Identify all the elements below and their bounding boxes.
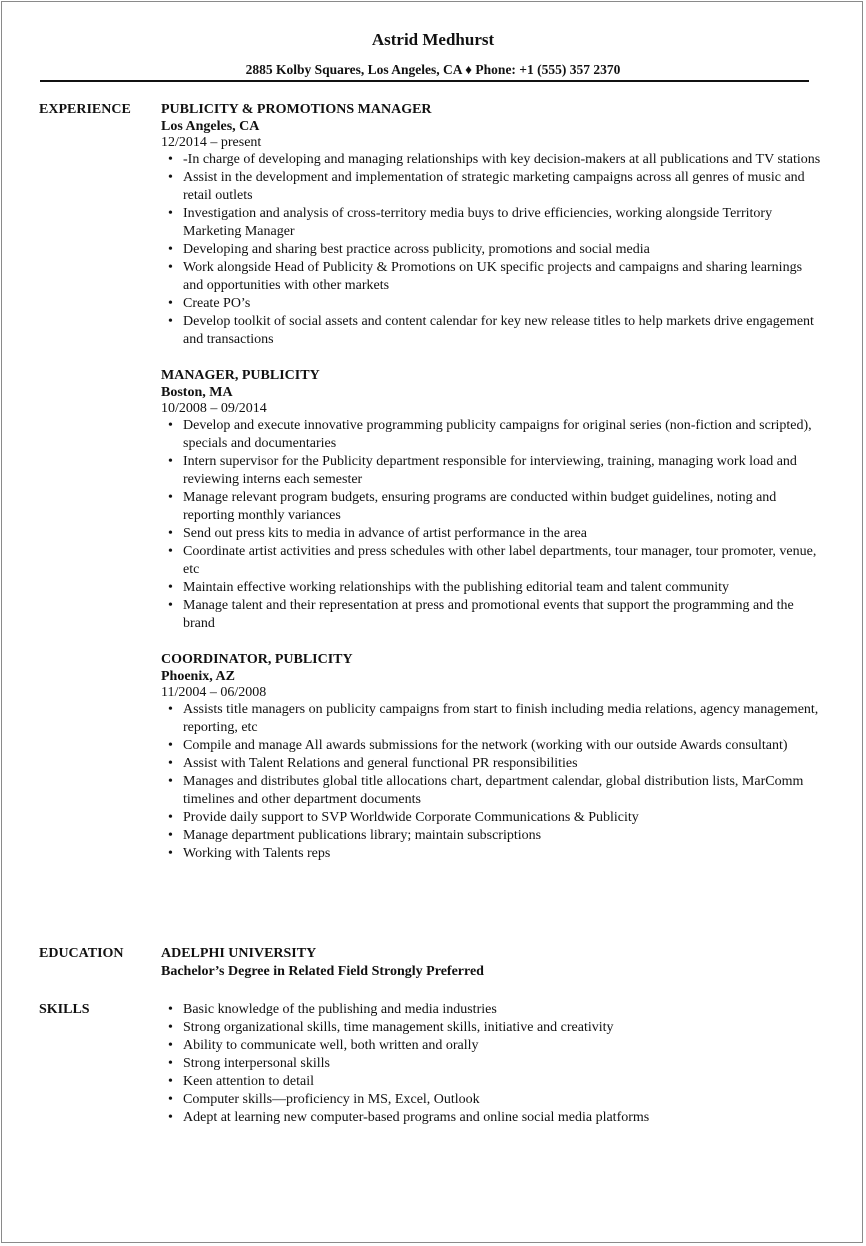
bullet-item: • Manage relevant program budgets, ensuring programs are conducted within budget guidelines, noting and reporting monthly variances xyxy=(161,489,821,525)
skill-item: • Basic knowledge of the publishing and media industries xyxy=(161,1001,821,1019)
education-body xyxy=(161,945,821,981)
job-title: COORDINATOR, PUBLICITY xyxy=(161,652,353,667)
job-title: PUBLICITY & PROMOTIONS MANAGER xyxy=(161,102,432,117)
job-title: MANAGER, PUBLICITY xyxy=(161,368,320,383)
contact-line: 2885 Kolby Squares, Los Angeles, CA ♦ Phone: +1 (555) 357 2370 xyxy=(245,62,621,77)
bullet-item: • Assist with Talent Relations and general functional PR responsibilities xyxy=(161,755,821,773)
skill-item: • Computer skills—proficiency in MS, Excel, Outlook xyxy=(161,1091,821,1109)
experience-body xyxy=(161,101,821,881)
bullet-item: • Coordinate artist activities and press schedules with other label departments, tour manager, tour promoter, venue, etc xyxy=(161,543,821,579)
skill-item: • Keen attention to detail xyxy=(161,1073,821,1091)
bullet-item: • -In charge of developing and managing relationships with key decision-makers at all publications and TV stations xyxy=(161,151,821,169)
bullet-item: • Work alongside Head of Publicity & Promotions on UK specific projects and campaigns and sharing learnings and opportunities with other markets xyxy=(161,259,821,295)
job-entry xyxy=(161,101,821,349)
experience-heading: EXPERIENCE xyxy=(39,102,131,117)
bullet-item: • Provide daily support to SVP Worldwide Corporate Communications & Publicity xyxy=(161,809,821,827)
job-dates: 10/2008 – 09/2014 xyxy=(161,401,267,416)
job-bullets xyxy=(161,701,821,863)
job-location: Phoenix, AZ xyxy=(161,669,235,684)
header-divider xyxy=(40,80,809,82)
bullet-item: • Compile and manage All awards submissions for the network (working with our outside Awards consultant) xyxy=(161,737,821,755)
bullet-item: • Working with Talents reps xyxy=(161,845,821,863)
job-entry xyxy=(161,367,821,633)
job-bullets xyxy=(161,151,821,349)
bullet-item: • Send out press kits to media in advance of artist performance in the area xyxy=(161,525,821,543)
job-dates: 12/2014 – present xyxy=(161,135,262,150)
skills-body xyxy=(161,1001,821,1127)
bullet-item: • Intern supervisor for the Publicity department responsible for interviewing, training, managing work load and reviewing interns each semester xyxy=(161,453,821,489)
skill-item: • Strong organizational skills, time management skills, initiative and creativity xyxy=(161,1019,821,1037)
bullet-item: • Manage talent and their representation at press and promotional events that support the programming and the brand xyxy=(161,597,821,633)
education-heading: EDUCATION xyxy=(39,946,124,961)
skill-item: • Strong interpersonal skills xyxy=(161,1055,821,1073)
resume-header xyxy=(0,30,866,78)
bullet-item: • Maintain effective working relationships with the publishing editorial team and talent community xyxy=(161,579,821,597)
bullet-item: • Investigation and analysis of cross-territory media buys to drive efficiencies, working alongside Territory Marketing Manager xyxy=(161,205,821,241)
skill-item: • Adept at learning new computer-based programs and online social media platforms xyxy=(161,1109,821,1127)
school-name: ADELPHI UNIVERSITY xyxy=(161,946,317,961)
skills-list xyxy=(161,1001,821,1127)
job-location: Los Angeles, CA xyxy=(161,119,260,134)
bullet-item: • Assist in the development and implementation of strategic marketing campaigns across all genres of music and retail outlets xyxy=(161,169,821,205)
skill-item: • Ability to communicate well, both written and orally xyxy=(161,1037,821,1055)
candidate-name: Astrid Medhurst xyxy=(371,30,495,49)
bullet-item: • Manages and distributes global title allocations chart, department calendar, global distribution lists, MarComm timelines and other department documents xyxy=(161,773,821,809)
bullet-item: • Assists title managers on publicity campaigns from start to finish including media relations, agency management, reporting, etc xyxy=(161,701,821,737)
bullet-item: • Develop and execute innovative programming publicity campaigns for original series (non-fiction and scripted), specials and documentaries xyxy=(161,417,821,453)
bullet-item: • Develop toolkit of social assets and content calendar for key new release titles to help markets drive engagement and transactions xyxy=(161,313,821,349)
job-entry xyxy=(161,651,821,863)
bullet-item: • Developing and sharing best practice across publicity, promotions and social media xyxy=(161,241,821,259)
bullet-item: • Manage department publications library; maintain subscriptions xyxy=(161,827,821,845)
job-bullets xyxy=(161,417,821,633)
job-dates: 11/2004 – 06/2008 xyxy=(161,685,267,700)
bullet-item: • Create PO’s xyxy=(161,295,821,313)
job-location: Boston, MA xyxy=(161,385,233,400)
skills-heading: SKILLS xyxy=(39,1002,90,1017)
degree: Bachelor’s Degree in Related Field Strongly Preferred xyxy=(161,964,484,979)
